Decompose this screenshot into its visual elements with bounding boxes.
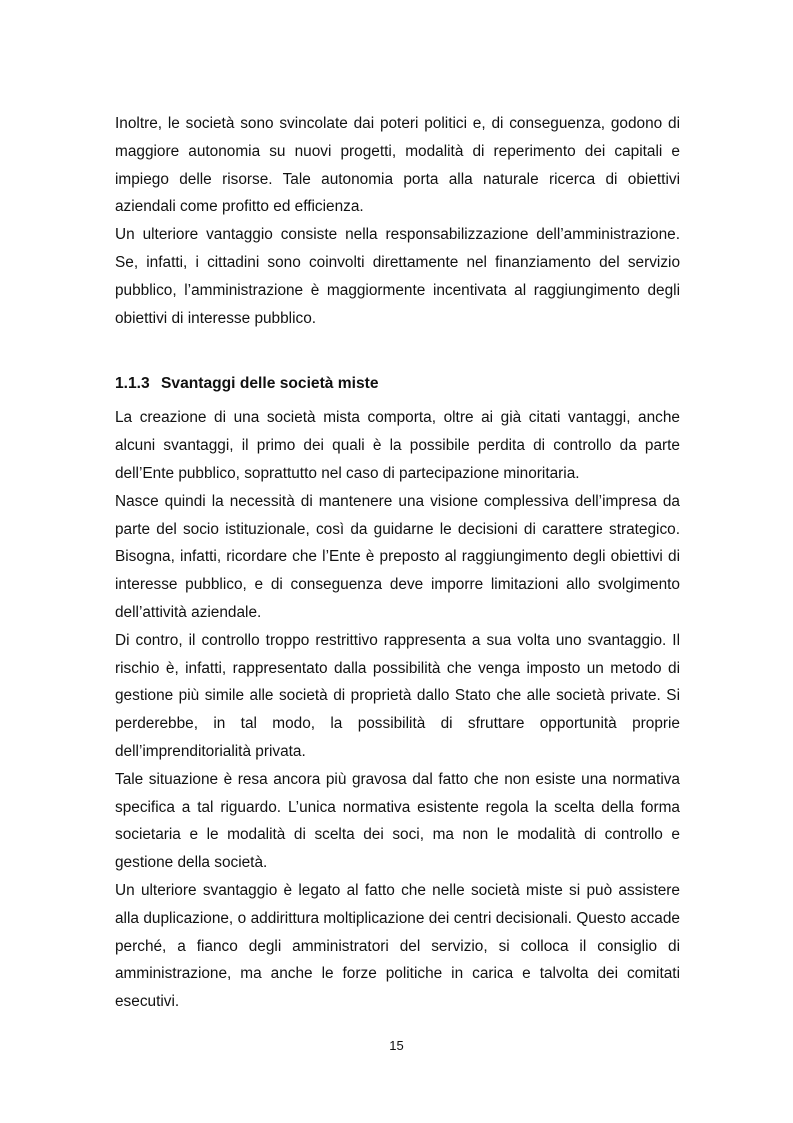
section-paragraph-3: Di contro, il controllo troppo restrittivo rappresenta a sua volta uno svantaggio. Il rischio è, infatti, rappresentato dalla possibilità che venga imposto un metodo di gestione più simile alle società di proprietà dallo Stato che alle società private. Si perderebbe, in tal modo, la possibilità di sfruttare opportunità proprie dell’imprenditorialità privata. [115,631,680,760]
intro-paragraph-2: Un ulteriore vantaggio consiste nella responsabilizzazione dell’amministrazione. Se, infatti, i cittadini sono coinvolti direttamente nel finanziamento del servizio pubblico, l’amministrazione è maggiormente incentivata al raggiungimento degli obiettivi di interesse pubblico. [115,226,680,327]
section-paragraph-1: La creazione di una società mista comporta, oltre ai già citati vantaggi, anche alcuni svantaggi, il primo dei quali è la possibile perdita di controllo da parte dell’Ente pubblico, soprattutto nel caso di partecipazione minoritaria. [115,409,680,482]
section-paragraph-5: Un ulteriore svantaggio è legato al fatto che nelle società miste si può assistere alla duplicazione, o addirittura moltiplicazione dei centri decisionali. Questo accade perché, a fianco degli amministratori del servizio, si colloca il consiglio di amministrazione, ma anche le forze politiche in carica e talvolta dei comitati esecutivi. [115,881,680,1011]
document-body [115,110,680,1016]
page-number: 15 [389,1038,404,1053]
intro-paragraph-1: Inoltre, le società sono svincolate dai poteri politici e, di conseguenza, godono di maggiore autonomia su nuovi progetti, modalità di reperimento dei capitali e impiego delle risorse. Tale autonomia porta alla naturale ricerca di obiettivi aziendali come profitto ed efficienza. [115,115,680,216]
section-heading [115,374,680,394]
section-number: 1.1.3 [115,375,150,393]
section-paragraph-2: Nasce quindi la necessità di mantenere una visione complessiva dell’impresa da parte del socio istituzionale, così da guidarne le decisioni di carattere strategico. Bisogna, infatti, ricordare che l’Ente è preposto al raggiungimento degli obiettivi di interesse pubblico, e di conseguenza deve imporre limitazioni allo svolgimento dell’attività aziendale. [115,492,680,621]
section-title: Svantaggi delle società miste [161,375,379,393]
section-paragraph-4: Tale situazione è resa ancora più gravosa dal fatto che non esiste una normativa specifica a tal riguardo. L’unica normativa esistente regola la scelta della forma societaria e le modalità di scelta dei soci, ma non le modalità di controllo e gestione della società. [115,770,680,872]
